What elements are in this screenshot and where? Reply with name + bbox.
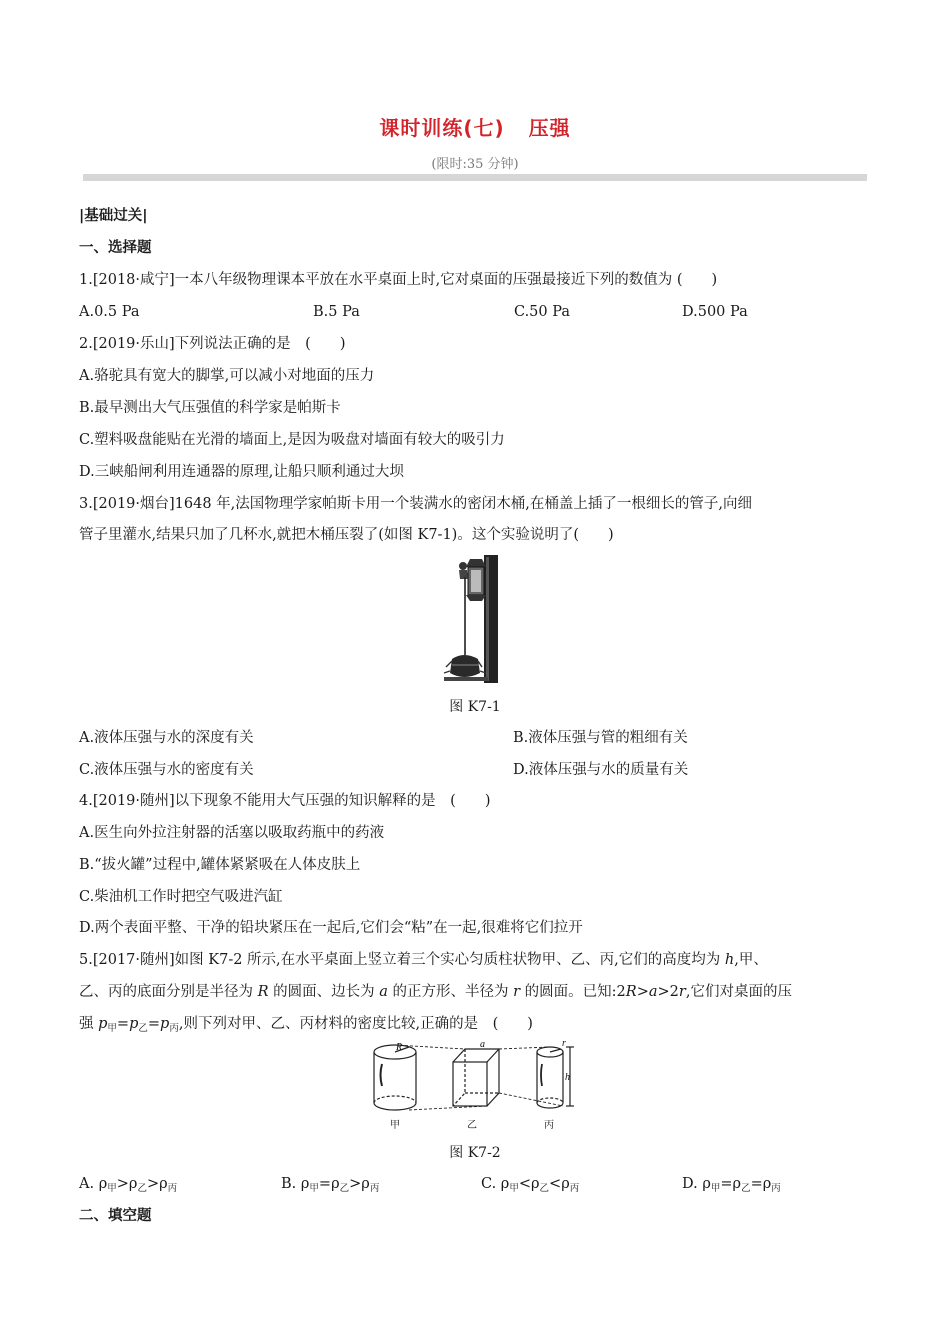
question-5-stem-line3: 强 $p_甲=p_乙=p_丙$,则下列对甲、乙、丙材料的密度比较,正确的是 ( ) — [79, 1016, 533, 1034]
label-R: R — [396, 1042, 403, 1053]
q2-option-c: C.塑料吸盘能贴在光滑的墙面上,是因为吸盘对墙面有较大的吸引力 — [79, 432, 505, 448]
q5-option-a: A. $\rho_甲>\rho_乙>\rho_丙$ — [79, 1176, 178, 1194]
q3-option-c: C.液体压强与水的密度有关 — [79, 762, 254, 778]
q3-option-d: D.液体压强与水的质量有关 — [513, 762, 689, 778]
q5-option-b: B. $\rho_甲=\rho_乙>\rho_丙$ — [281, 1176, 380, 1194]
q2-option-a: A.骆驼具有宽大的脚掌,可以减小对地面的压力 — [79, 368, 375, 384]
q4-option-a: A.医生向外拉注射器的活塞以吸取药瓶中的药液 — [79, 825, 385, 841]
label-bing: 丙 — [544, 1120, 554, 1131]
page-title — [0, 112, 950, 141]
person-head-icon — [459, 562, 467, 570]
q1-option-d: D.500 Pa — [682, 304, 748, 320]
label-jia: 甲 — [390, 1120, 400, 1131]
q5-option-c: C. $\rho_甲<\rho_乙<\rho_丙$ — [481, 1176, 580, 1194]
label-a: a — [480, 1040, 485, 1050]
part-heading-fill: 二、填空题 — [79, 1208, 152, 1224]
figure-k7-2-caption: 图 K7-2 — [449, 1145, 501, 1161]
time-limit: (限时:35 分钟) — [431, 157, 519, 172]
figure-k7-1-pascal-barrel — [430, 555, 510, 685]
title-topic: 压强 — [528, 116, 571, 140]
question-5-stem-line1: 5.[2017·随州]如图 K7-2 所示,在水平桌面上竖立着三个实心匀质柱状物甲、乙、丙,它们的高度均为 h,甲、 — [79, 952, 768, 968]
q4-option-d: D.两个表面平整、干净的铅块紧压在一起后,它们会“粘”在一起,很难将它们拉开 — [79, 920, 583, 936]
label-r: r — [562, 1040, 566, 1049]
q2-option-b: B.最早测出大气压强值的科学家是帕斯卡 — [79, 400, 341, 416]
q5-option-d: D. $\rho_甲=\rho_乙=\rho_丙$ — [682, 1176, 781, 1194]
question-3-stem-line1: 3.[2019·烟台]1648 年,法国物理学家帕斯卡用一个装满水的密闭木桶,在桶盖上插了一根细长的管子,向细 — [79, 496, 752, 512]
header-divider — [83, 174, 867, 181]
section-label: |基础过关| — [79, 208, 148, 224]
lantern-top-icon — [466, 559, 486, 567]
q2-option-d: D.三峡船闸利用连通器的原理,让船只顺利通过大坝 — [79, 464, 404, 480]
cube-yi — [453, 1062, 487, 1106]
question-2-stem: 2.[2019·乐山]下列说法正确的是 ( ) — [79, 336, 346, 352]
q4-option-b: B.“拔火罐”过程中,罐体紧紧吸在人体皮肤上 — [79, 857, 361, 873]
part-heading-choice: 一、选择题 — [79, 240, 152, 256]
q1-option-c: C.50 Pa — [514, 304, 570, 320]
label-h: h — [565, 1072, 570, 1083]
barrel-icon — [450, 655, 480, 677]
q1-option-b: B.5 Pa — [313, 304, 360, 320]
question-3-stem-line2: 管子里灌水,结果只加了几杯水,就把木桶压裂了(如图 K7-1)。这个实验说明了( ) — [79, 527, 614, 543]
title-main: 课时训练(七) — [379, 116, 505, 140]
question-4-stem: 4.[2019·随州]以下现象不能用大气压强的知识解释的是 ( ) — [79, 793, 491, 809]
q1-option-a: A.0.5 Pa — [79, 304, 140, 320]
figure-k7-2-three-solids — [365, 1040, 585, 1136]
q3-option-a: A.液体压强与水的深度有关 — [79, 730, 254, 746]
figure-k7-1-caption: 图 K7-1 — [449, 699, 501, 715]
q3-option-b: B.液体压强与管的粗细有关 — [513, 730, 688, 746]
question-5-stem-line2: 乙、丙的底面分别是半径为 R 的圆面、边长为 a 的正方形、半径为 r 的圆面。已知:2R>a>2r,它们对桌面的压 — [79, 984, 792, 1000]
label-yi: 乙 — [467, 1120, 477, 1131]
question-1-stem: 1.[2018·咸宁]一本八年级物理课本平放在水平桌面上时,它对桌面的压强最接近下列的数值为 ( ) — [79, 272, 718, 288]
q4-option-c: C.柴油机工作时把空气吸进汽缸 — [79, 889, 283, 905]
